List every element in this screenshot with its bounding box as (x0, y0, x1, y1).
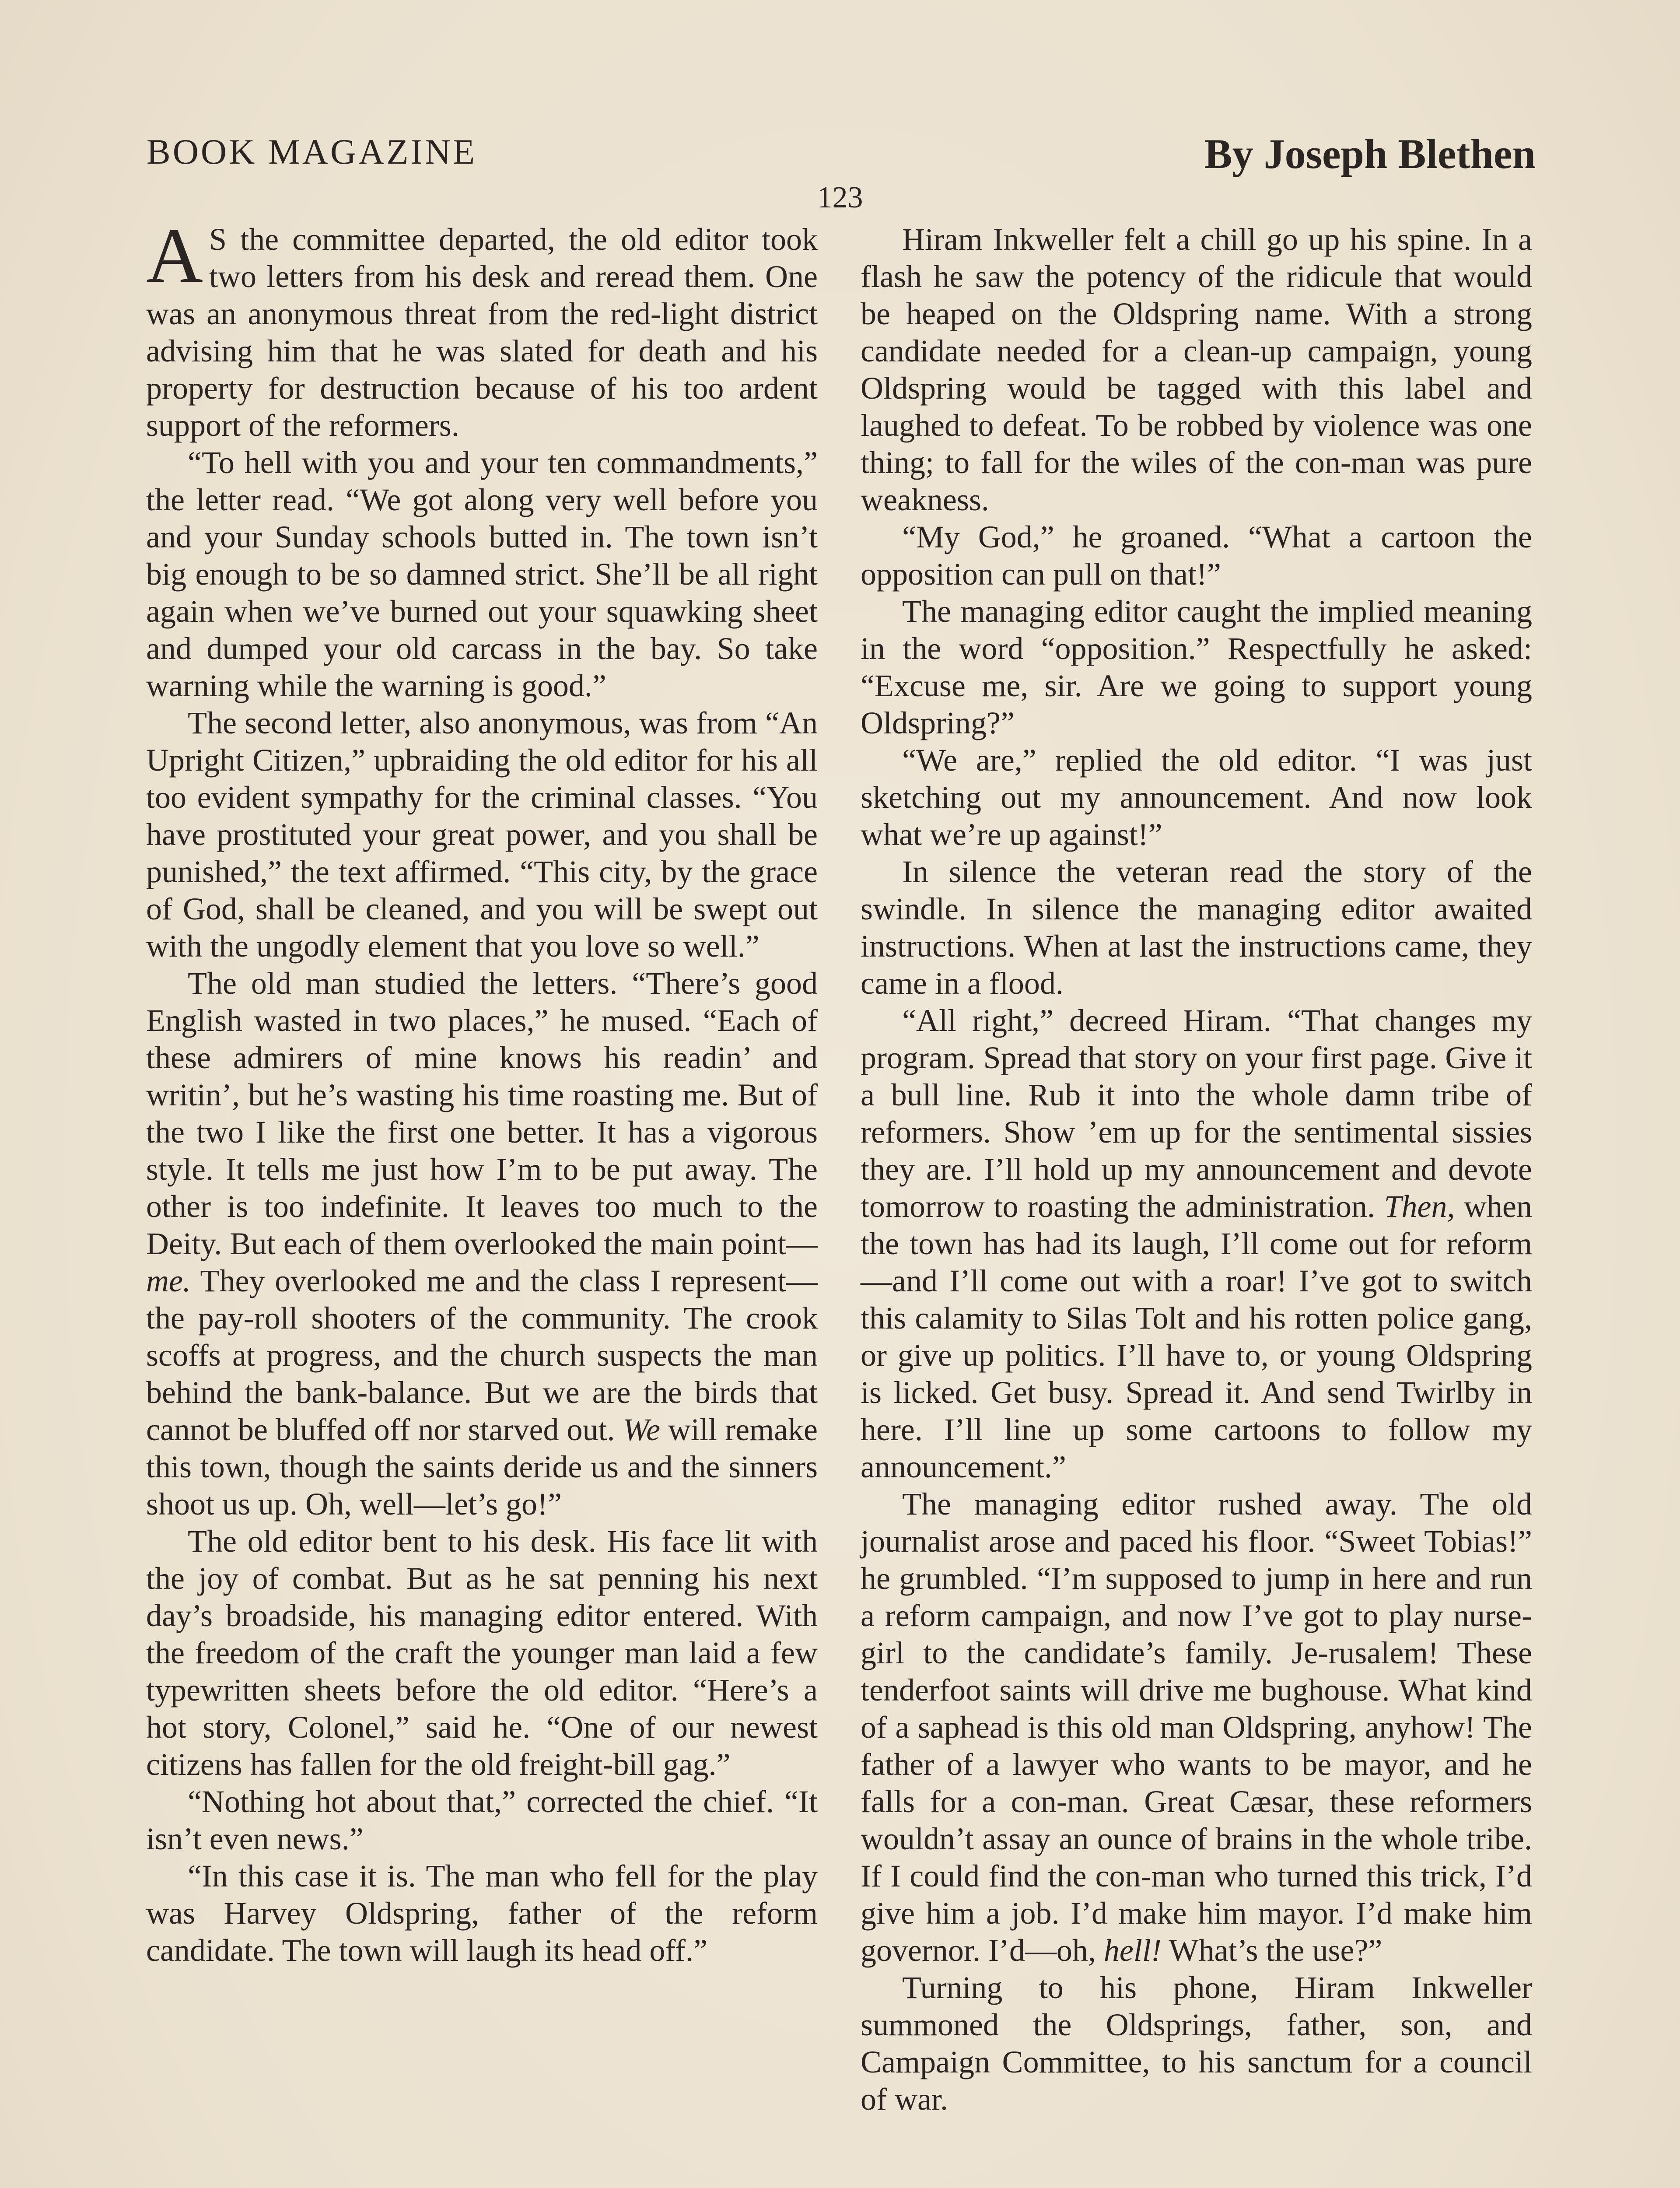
paragraph: “To hell with you and your ten commandments,” the letter read. “We got along very well before you and your Sunday schools butted in. The town isn’t big enough to be so damned strict. She’ll be all right again when we’ve burned out your squawking sheet and dumped your old carcass in the bay. So take warning while the warning is good.” (146, 445, 818, 703)
left-column (146, 212, 818, 1969)
paragraph: Turning to his phone, Hiram Inkweller summoned the Oldsprings, father, son, and Campaign Committee, to his sanctum for a council of war. (861, 1970, 1532, 2117)
page-number: 123 (817, 181, 863, 214)
drop-cap: A (146, 212, 203, 299)
paragraph-text: The managing editor rushed away. The old journalist arose and paced his floor. “Sweet Tobias!” he grumbled. “I’m supposed to jump in here and run a reform campaign, and now I’ve got to play nurse-girl to the candidate’s family. Je-rusalem! These tenderfoot saints will drive me bughouse. What kind of a saphead is this old man Oldspring, anyhow! The father of a lawyer who wants to be mayor, and he falls for a con-man. Great Cæsar, these reformers wouldn’t assay an ounce of brains in the whole tribe. If I could find the con-man who turned this trick, I’d give him a job. I’d make him mayor. I’d make him governor. I’d—oh, (861, 1487, 1532, 1968)
paragraph-text: They overlooked me and the class I represent—the pay-roll shooters of the community. The crook scoffs at progress, and the church suspects the man behind the bank-balance. But we are the birds that cannot be bluffed off nor starved out. (146, 1263, 818, 1447)
paragraph-text: What’s the use?” (1161, 1933, 1382, 1968)
publication-title: BOOK MAGAZINE (147, 132, 477, 172)
emphasis-text: hell! (1103, 1933, 1162, 1968)
paragraph-text: “All right,” decreed Hiram. “That changes my program. Spread that story on your first page. Give it a bull line. Rub it into the whole damn tribe of reformers. Show ’em up for the sentimental sissies they are. I’ll hold up my announcement and devote tomorrow to roasting the administration. (861, 1003, 1532, 1224)
paragraph: “Nothing hot about that,” corrected the chief. “It isn’t even news.” (146, 1784, 818, 1856)
paragraph-text: when the town has had its laugh, I’ll come out for reform—and I’ll come out with a roar! I’ve got to switch this calamity to Silas Tolt and his rotten police gang, or give up politics. I’ll have to, or young Oldspring is licked. Get busy. Spread it. And send Twirlby in here. I’ll line up some cartoons to follow my announcement.” (861, 1189, 1532, 1484)
paragraph: The old editor bent to his desk. His face lit with the joy of combat. But as he sat penning his next day’s broadside, his managing editor entered. With the freedom of the craft the younger man laid a few typewritten sheets before the old editor. “Here’s a hot story, Colonel,” said he. “One of our newest citizens has fallen for the old freight-bill gag.” (146, 1524, 818, 1782)
paragraph: The managing editor caught the implied meaning in the word “opposition.” Respectfully he asked: “Excuse me, sir. Are we going to support young Oldspring?” (861, 594, 1532, 740)
right-column (861, 221, 1532, 2118)
paragraph (861, 1002, 1532, 1486)
emphasis-text: me. (146, 1263, 191, 1298)
emphasis-text: Then, (1384, 1189, 1455, 1224)
paragraph-text: will remake this town, though the saints deride us and the sinners shoot us up. Oh, well—let’s go!” (146, 1412, 818, 1522)
paragraph (146, 212, 818, 444)
paragraph: “In this case it is. The man who fell for the play was Harvey Oldspring, father of the reform candidate. The town will laugh its head off.” (146, 1858, 818, 1968)
paragraph: Hiram Inkweller felt a chill go up his spine. In a flash he saw the potency of the ridicule that would be heaped on the Oldspring name. With a strong candidate needed for a clean-up campaign, young Oldspring would be tagged with this label and laughed to defeat. To be robbed by violence was one thing; to fall for the wiles of the con-man was pure weakness. (861, 222, 1532, 517)
paragraph: “My God,” he groaned. “What a cartoon the opposition can pull on that!” (861, 519, 1532, 592)
author-byline: By Joseph Blethen (1204, 130, 1536, 177)
paragraph (861, 1486, 1532, 1969)
emphasis-text: We (623, 1412, 660, 1447)
paragraph: In silence the veteran read the story of the swindle. In silence the managing editor awaited instructions. When at last the instructions came, they came in a flood. (861, 854, 1532, 1001)
paragraph (146, 965, 818, 1523)
paragraph: “We are,” replied the old editor. “I was just sketching out my announcement. And now look what we’re up against!” (861, 743, 1532, 852)
paragraph-text: The old man studied the letters. “There’s good English wasted in two places,” he mused. “Each of these admirers of mine knows his readin’ and writin’, but he’s wasting his time roasting me. But of the two I like the first one better. It has a vigorous style. It tells me just how I’m to be put away. The other is too indefinite. It leaves too much to the Deity. But each of them overlooked the main point— (146, 966, 818, 1261)
paragraph: The second letter, also anonymous, was from “An Upright Citizen,” upbraiding the old editor for his all too evident sympathy for the criminal classes. “You have prostituted your great power, and you shall be punished,” the text affirmed. “This city, by the grace of God, shall be cleaned, and you will be swept out with the ungodly element that you love so well.” (146, 705, 818, 964)
paragraph-text: S the committee departed, the old editor took two letters from his desk and reread them. One was an anonymous threat from the red-light district advising him that he was slated for death and his property for destruction because of his too ardent support of the reformers. (146, 222, 818, 443)
